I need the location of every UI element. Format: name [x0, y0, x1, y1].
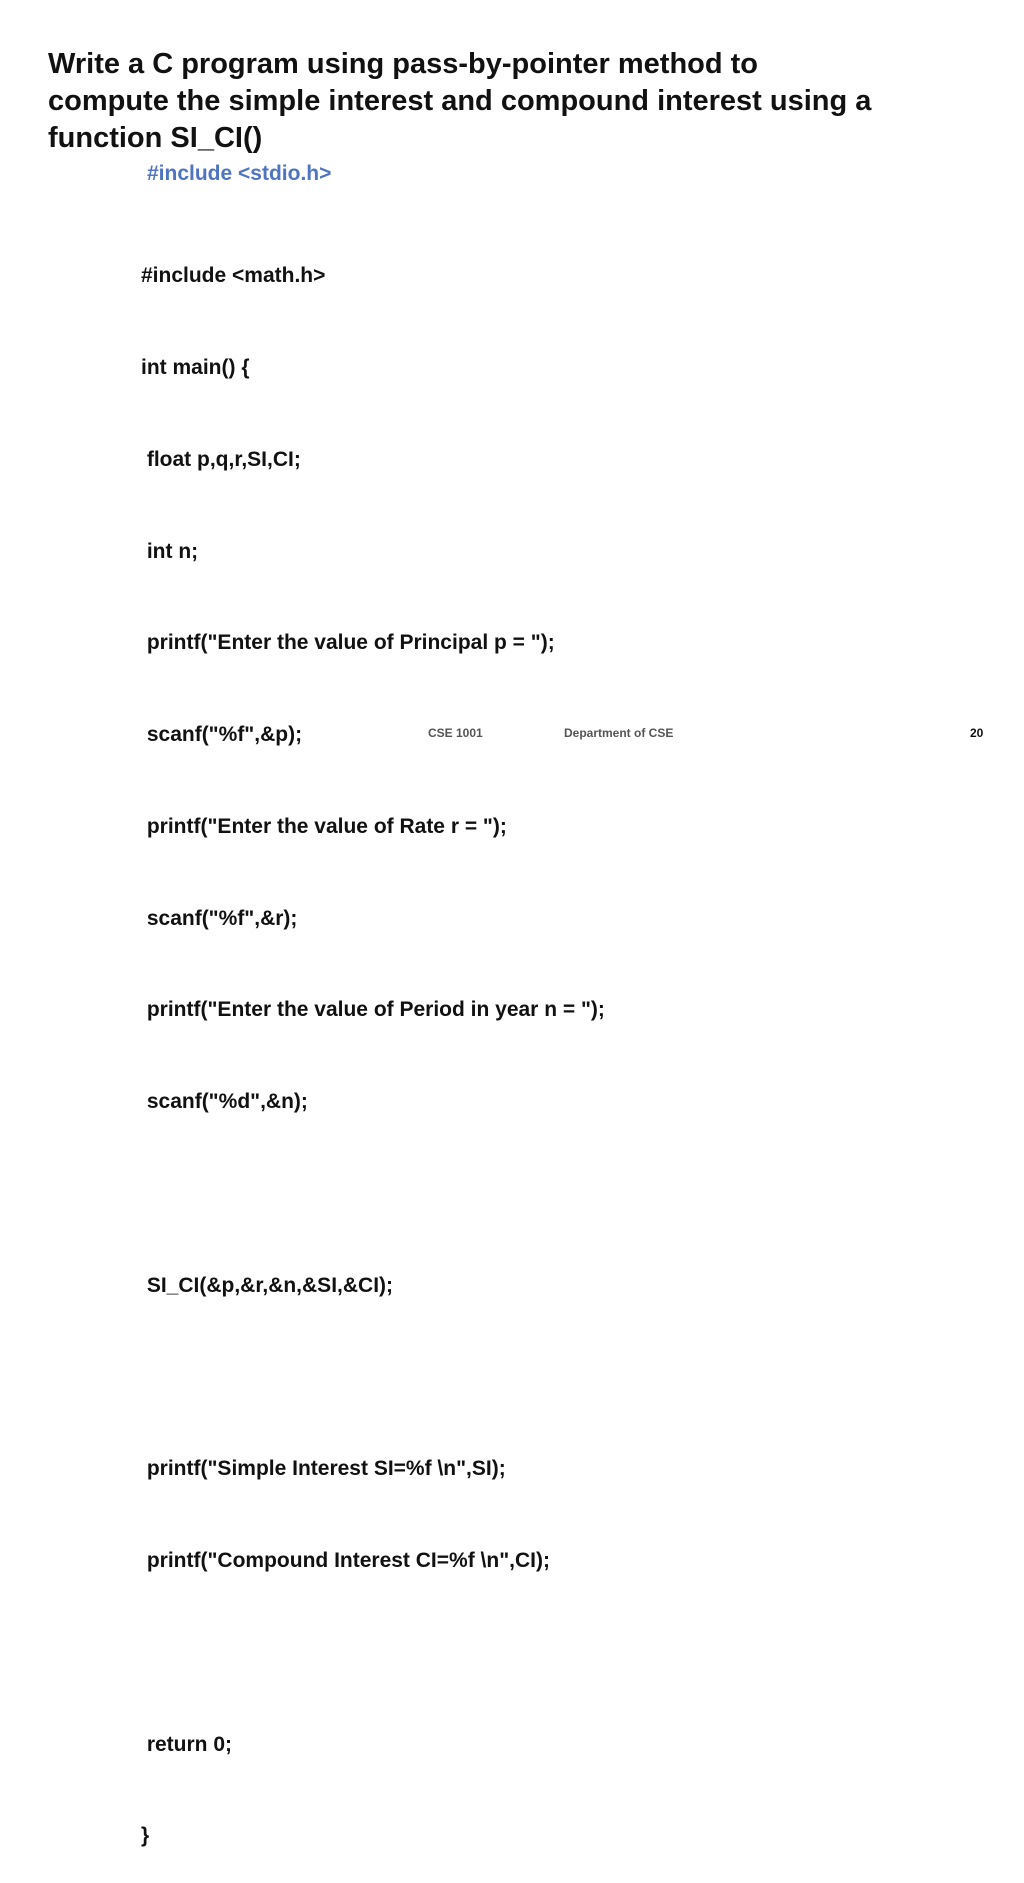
code-line: printf("Enter the value of Principal p = ");	[141, 631, 555, 655]
code-line: }	[141, 1824, 150, 1848]
code-line: int main() {	[141, 355, 250, 379]
code-line: int n;	[141, 539, 199, 563]
title-line: Write a C program using pass-by-pointer method to	[48, 48, 759, 80]
code-line: scanf("%d",&n);	[141, 1090, 308, 1114]
code-line: scanf("%f",&r);	[141, 906, 298, 930]
code-line: printf("Enter the value of Rate r = ");	[141, 814, 507, 838]
code-line-blank	[141, 1363, 605, 1394]
page-number: 20	[970, 726, 984, 740]
title-line: compute the simple interest and compound interest using a	[48, 85, 872, 117]
footer-course-code: CSE 1001	[428, 726, 483, 740]
slide-title	[48, 46, 948, 157]
title-line: function SI_CI()	[48, 122, 263, 154]
code-line: #include <math.h>	[141, 264, 326, 288]
code-line: printf("Simple Interest SI=%f \n",SI);	[141, 1457, 506, 1481]
code-line: SI_CI(&p,&r,&n,&SI,&CI);	[141, 1273, 394, 1297]
highlighted-include-line: #include <stdio.h>	[147, 162, 332, 185]
code-block	[141, 200, 605, 1883]
code-line-blank	[141, 1179, 605, 1210]
code-line: return 0;	[141, 1732, 233, 1756]
code-line: float p,q,r,SI,CI;	[141, 447, 301, 471]
footer-department: Department of CSE	[564, 726, 674, 740]
code-line: printf("Compound Interest CI=%f \n",CI);	[141, 1549, 550, 1573]
code-line: scanf("%f",&p);	[141, 723, 303, 747]
code-line: printf("Enter the value of Period in year n = ");	[141, 998, 605, 1022]
code-line-blank	[141, 1638, 605, 1669]
